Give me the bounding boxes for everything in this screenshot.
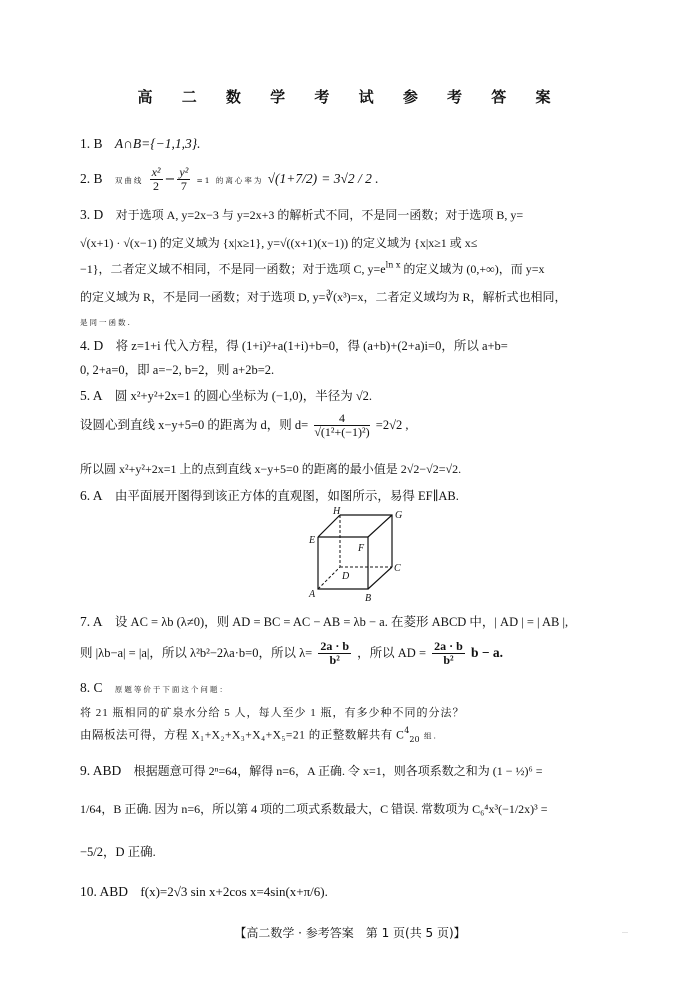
cube-label-C: C: [394, 563, 401, 574]
answer-5-line-1: [80, 386, 640, 404]
answer-8-text-3-end: 组.: [419, 731, 438, 741]
answer-7-line-2: [80, 640, 640, 667]
cube-diagram: [300, 505, 412, 605]
answer-10: [80, 884, 640, 900]
answer-7-ad-frac: $\frac{2a \cdot b}{\text{b²}}$: [434, 639, 463, 667]
answer-2-result: = 3√2 / 2 .: [321, 171, 379, 186]
cube-label-H: H: [333, 506, 341, 517]
answer-2-frac-x: $\frac{\text{x²}}{2}$: [151, 165, 161, 193]
answer-5-text-2a: 设圆心到直线 x−y+5=0 的距离为 d，则 d=: [80, 418, 309, 432]
answer-5-line-2: [80, 412, 640, 439]
answer-2-mid: =1 的离心率为: [196, 176, 264, 185]
corner-mark: …: [622, 928, 628, 935]
answer-8-c-sup: 4: [404, 726, 410, 735]
answer-7-number: 7. A: [80, 614, 103, 629]
answer-5-text-1: 圆 x²+y²+2x=1 的圆心坐标为 (−1,0)，半径为 √2.: [114, 389, 373, 403]
answer-9-line-3: [80, 842, 640, 860]
page-footer: 【高二数学 · 参考答案 第 1 页(共 5 页)】: [234, 926, 466, 940]
page-title: 高 二 数 学 考 试 参 考 答 案: [137, 88, 563, 106]
answer-3-number: 3. D: [80, 207, 104, 222]
cube-hidden-AD: [318, 567, 340, 589]
answer-8-line-1: [80, 680, 640, 696]
answer-7-frac-den: b²: [329, 653, 340, 667]
answer-4-line-1: [80, 336, 640, 354]
answer-3-text-3b: ln x: [385, 260, 401, 270]
answer-2-sqrt: √(1+7/2): [267, 171, 318, 186]
answer-3-line-3: [80, 260, 640, 277]
answer-3-text-5: 是同一函数.: [80, 318, 132, 327]
answer-5-frac-num: 4: [314, 412, 369, 426]
cube-edge-BC: [368, 567, 392, 589]
answer-8-text-2: 将 21 瓶相同的矿泉水分给 5 人，每人至少 1 瓶，有多少种不同的分法？: [80, 707, 465, 719]
answer-4-line-2: [80, 360, 640, 378]
cube-label-D: D: [342, 571, 350, 582]
answer-3-text-4: 的定义域为 R，不是同一函数；对于选项 D, y=∛(x³)=x，二者定义域均为 R，解析式也相同，: [80, 290, 567, 304]
answer-7-text-2c: b − a.: [470, 645, 504, 660]
answer-2-prefix: 双曲线: [114, 176, 144, 185]
answer-3-line-4: [80, 288, 640, 305]
answer-8-text-3: 由隔板法可得，方程 X₁+X₂+X₃+X₄+X₅=21 的正整数解共有 C: [80, 729, 405, 742]
answer-3-line-5: [80, 314, 640, 329]
answer-9-number: 9. ABD: [80, 763, 122, 778]
cube-label-F: F: [358, 543, 365, 554]
answer-2-number: 2. B: [80, 171, 103, 186]
answer-1-number: 1. B: [80, 136, 103, 151]
answer-8-number: 8. C: [80, 680, 103, 695]
answer-5-text-3: 所以圆 x²+y²+2x=1 上的点到直线 x−y+5=0 的距离的最小值是 2√2−√2=√2.: [80, 462, 462, 476]
answer-4-number: 4. D: [80, 338, 104, 353]
answer-8-c-sub: 20: [409, 734, 420, 744]
answer-3-line-1: [80, 206, 640, 223]
answer-1: [80, 136, 640, 152]
answer-9-line-1: [80, 762, 640, 779]
answer-5-frac-den: √(1²+(−1)²): [314, 425, 370, 439]
answer-4-text-1: 将 z=1+i 代入方程，得 (1+i)²+a(1+i)+b=0，得 (a+b)+(2+a)i=0，所以 a+b=: [115, 339, 508, 353]
answer-8-text-1: 原题等价于下面这个问题：: [114, 685, 229, 694]
answer-10-text: f(x)=2√3 sin x+2cos x=4sin(x+π/6).: [140, 884, 328, 899]
answer-2-frac-y: $\frac{\text{y²}}{7}$: [179, 165, 189, 193]
answer-7-text-2b: ，所以 AD =: [357, 646, 427, 660]
cube-label-E: E: [309, 535, 316, 546]
cube-label-A: A: [309, 589, 316, 600]
answer-1-text: A∩B={−1,1,3}.: [114, 136, 201, 151]
answer-6: [80, 486, 640, 504]
answer-7-text-1: 设 AC = λb (λ≠0)，则 AD = BC = AC − AB = λb − a. 在菱形 ABCD 中，| AD | = | AB |,: [114, 615, 569, 629]
answer-9-line-2: [80, 800, 640, 817]
answer-5-number: 5. A: [80, 388, 103, 403]
answer-7-text-2a: 则 |λb−a| = |a|，所以 λ²b²−2λa·b=0，所以 λ=: [80, 646, 313, 660]
answer-2: 2. B 双曲线 $\frac{\text{x²}}{2}$ − $\frac{\text{y²}}{7}$ =1 的离心率为 √(1+7/2) = 3√2 / 2 .: [80, 165, 379, 193]
cube-label-B: B: [365, 593, 372, 604]
answer-3-text-3c: 的定义域为 (0,+∞)，而 y=x: [400, 262, 545, 276]
answer-8-line-3: [80, 726, 640, 744]
answer-5-text-2b: =2√2 ,: [375, 418, 409, 432]
answer-7-frac-num: 2a · b: [320, 639, 350, 653]
cube-label-G: G: [395, 510, 403, 521]
answer-7-lambda-frac: [318, 640, 351, 667]
answer-7-line-1: [80, 612, 640, 630]
answer-3-text-3a: −1}，二者定义域不相同，不是同一函数；对于选项 C, y=e: [80, 262, 386, 276]
answer-3-line-2: [80, 234, 640, 251]
answer-9-text-2: 1/64，B 正确. 因为 n=6，所以第 4 项的二项式系数最大，C 错误. 常数项为 C₆⁴x³(−1/2x)³ =: [80, 802, 548, 816]
answer-3-text-1: 对于选项 A, y=2x−3 与 y=2x+3 的解析式不同，不是同一函数；对于选项 B, y=: [115, 208, 524, 222]
answer-9-text-1: 根据题意可得 2ⁿ=64，解得 n=6，A 正确. 令 x=1，则各项系数之和为 (1 − ½)⁶ =: [133, 764, 543, 778]
answer-3-text-2: √(x+1) · √(x−1) 的定义域为 {x|x≥1}, y=√((x+1)(x−1)) 的定义域为 {x|x≥1 或 x≤: [80, 236, 478, 250]
answer-10-number: 10. ABD: [80, 884, 129, 899]
answer-8-line-2: [80, 704, 640, 720]
answer-9-text-3: −5/2，D 正确.: [80, 845, 156, 859]
answer-5-distance-frac: [314, 412, 369, 439]
cube-edge-EH: [318, 515, 340, 537]
answer-6-text: 由平面展开图得到该正方体的直观图，如图所示，易得 EF∥AB.: [114, 489, 459, 503]
cube-edge-FG: [368, 515, 392, 537]
answer-4-text-2: 0, 2+a=0，即 a=−2, b=2，则 a+2b=2.: [80, 363, 275, 377]
answer-5-line-3: [80, 460, 640, 477]
answer-6-number: 6. A: [80, 488, 103, 503]
